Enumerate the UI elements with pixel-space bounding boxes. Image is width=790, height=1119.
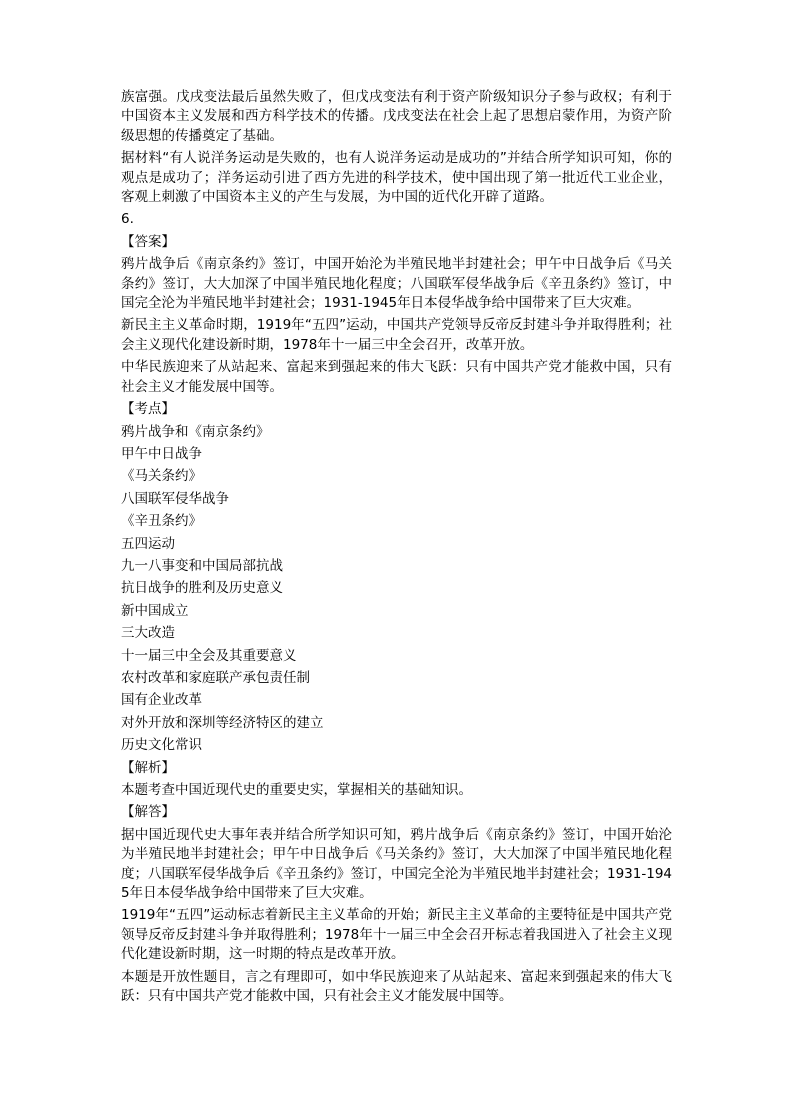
key-point-item: 九一八事变和中国局部抗战 bbox=[121, 557, 283, 574]
key-point-item: 国有企业改革 bbox=[121, 692, 202, 709]
key-point-item: 抗日战争的胜利及历史意义 bbox=[121, 580, 283, 597]
continuation-paragraph: 据材料“有人说洋务运动是失败的，也有人说洋务运动是成功的”并结合所学知识可知，你的观点是成功了；洋务运动引进了西方先进的科学技术，使中国出现了第一批近代工业企业，客观上刺激了中国资本主义的产生与发展，为中国的近代化开辟了道路。 bbox=[121, 150, 672, 206]
answer-paragraph: 中华民族迎来了从站起来、富起来到强起来的伟大飞跃：只有中国共产党才能救中国，只有社会主义才能发展中国等。 bbox=[121, 359, 672, 395]
answer-paragraph: 新民主主义革命时期，1919年“五四”运动，中国共产党领导反帝反封建斗争并取得胜利；社会主义现代化建设新时期，1978年十一届三中全会召开，改革开放。 bbox=[121, 317, 672, 353]
continuation-paragraph: 族富强。戊戌变法最后虽然失败了，但戊戌变法有利于资产阶级知识分子参与政权；有利于中国资本主义发展和西方科学技术的传播。戊戌变法在社会上起了思想启蒙作用，为资产阶级思想的传播奠定了基础。 bbox=[121, 89, 672, 144]
key-point-item: 八国联军侵华战争 bbox=[121, 490, 229, 507]
analysis-section-label: 【解析】 bbox=[121, 759, 175, 776]
key-points-section-label: 【考点】 bbox=[121, 401, 175, 418]
key-point-item: 农村改革和家庭联产承包责任制 bbox=[121, 669, 310, 686]
analysis-text: 本题考查中国近现代史的重要史实，掌握相关的基础知识。 bbox=[121, 782, 472, 798]
question-number: 6. bbox=[121, 211, 134, 228]
answer-paragraph: 鸦片战争后《南京条约》签订，中国开始沦为半殖民地半封建社会；甲午中日战争后《马关条约》签订，大大加深了中国半殖民地化程度；八国联军侵华战争后《辛丑条约》签订，中国完全沦为半殖民地半封建社会；1931-1945年日本侵华战争给中国带来了巨大灾难。 bbox=[121, 256, 672, 312]
key-point-item: 历史文化常识 bbox=[121, 737, 202, 754]
key-point-item: 十一届三中全会及其重要意义 bbox=[121, 647, 297, 664]
key-point-item: 甲午中日战争 bbox=[121, 445, 202, 462]
solution-section-label: 【解答】 bbox=[121, 804, 175, 821]
solution-paragraph: 据中国近现代史大事年表并结合所学知识可知，鸦片战争后《南京条约》签订，中国开始沦为半殖民地半封建社会；甲午中日战争后《马关条约》签订，大大加深了中国半殖民地化程度；八国联军侵华战争后《辛丑条约》签订，中国完全沦为半殖民地半封建社会；1931-1945年日本侵华战争给中国带来了巨大灾难。 bbox=[121, 826, 672, 902]
key-point-item: 《马关条约》 bbox=[121, 468, 202, 485]
key-point-item: 三大改造 bbox=[121, 625, 175, 642]
key-point-item: 新中国成立 bbox=[121, 602, 189, 619]
key-point-item: 五四运动 bbox=[121, 535, 175, 552]
solution-paragraph: 本题是开放性题目，言之有理即可，如中华民族迎来了从站起来、富起来到强起来的伟大飞跃：只有中国共产党才能救中国，只有社会主义才能发展中国等。 bbox=[121, 968, 672, 1005]
answer-section-label: 【答案】 bbox=[121, 233, 175, 250]
key-point-item: 鸦片战争和《南京条约》 bbox=[121, 423, 270, 440]
key-point-item: 对外开放和深圳等经济特区的建立 bbox=[121, 714, 324, 731]
key-point-item: 《辛丑条约》 bbox=[121, 513, 202, 530]
solution-paragraph: 1919年“五四”运动标志着新民主主义革命的开始；新民主主义革命的主要特征是中国共产党领导反帝反封建斗争并取得胜利；1978年十一届三中全会召开标志着我国进入了社会主义现代化建设新时期，这一时期的特点是改革开放。 bbox=[121, 907, 672, 963]
